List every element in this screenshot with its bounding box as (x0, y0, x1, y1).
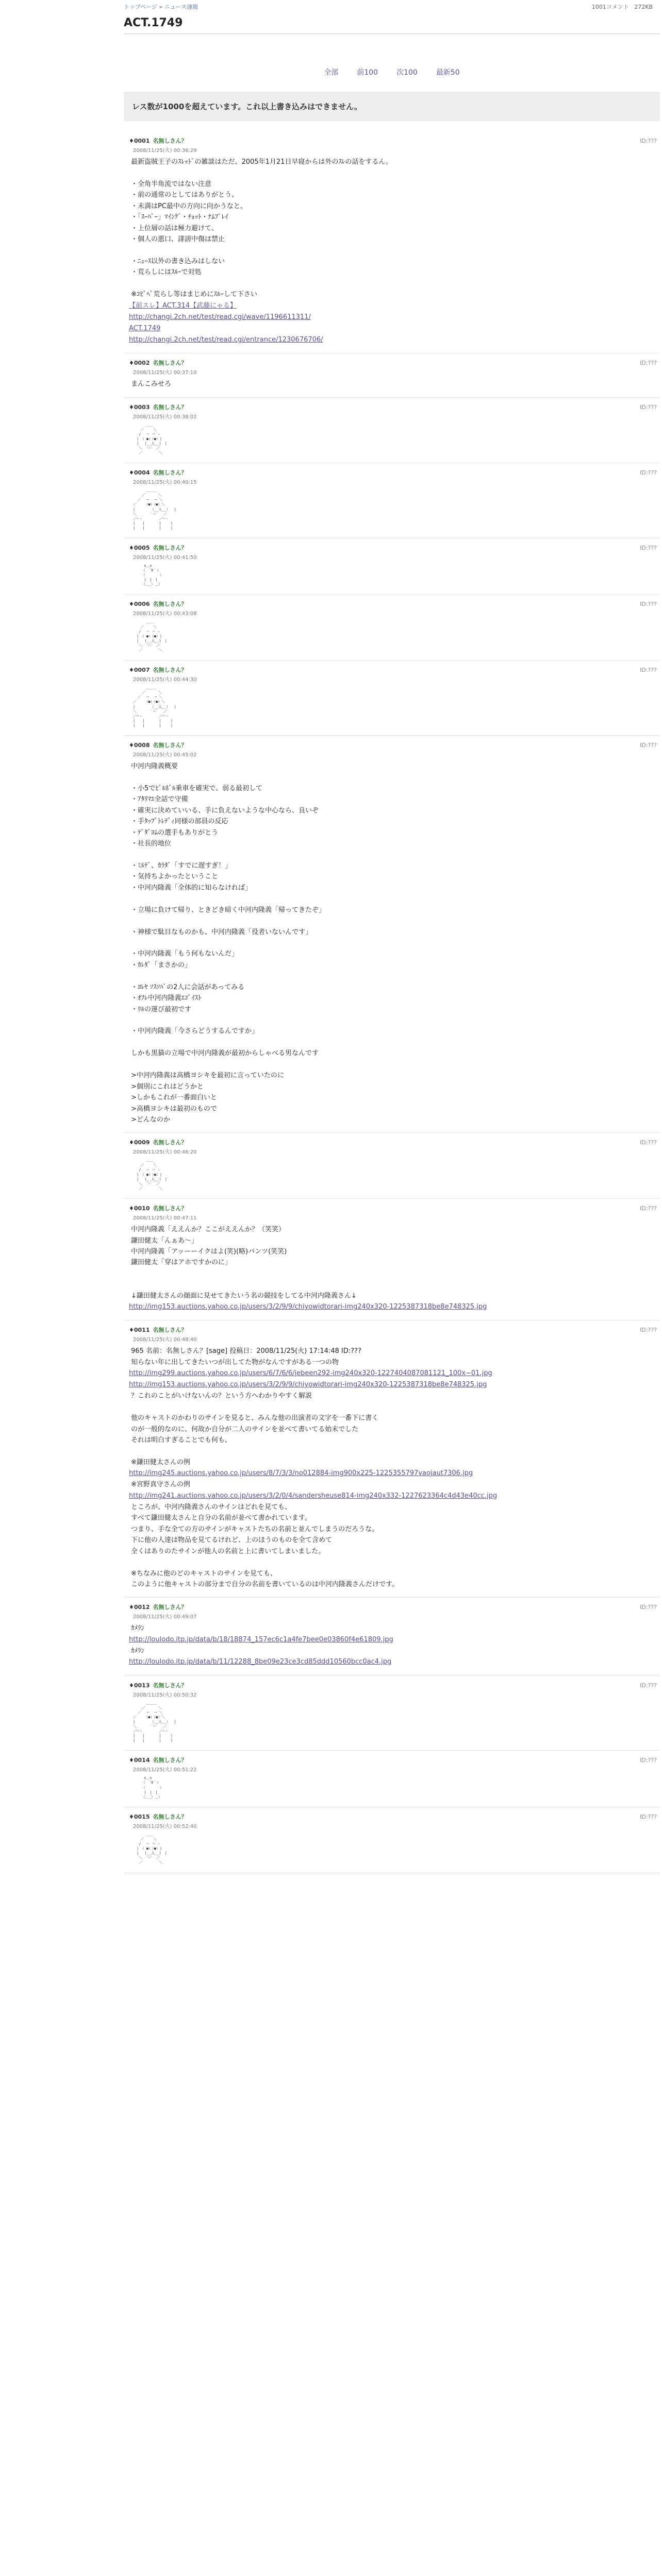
breadcrumb-board-link[interactable]: ニュース速報 (164, 4, 198, 10)
post-link[interactable]: 【前スレ】ACT.314【武藤にゃる】 (129, 301, 237, 310)
post-date: 2008/11/25(火) 00:47:11 (133, 1215, 197, 1222)
ascii-art: ＿＿ ／ ＼ / ⌒ ⌒ ヽ | （ ●）（●）| | (__人__) | ＼ `⌒´ ／ ／ ＼ (136, 422, 167, 455)
post-item (124, 1133, 660, 1199)
post-date: 2008/11/25(火) 00:49:07 (133, 1614, 197, 1620)
post-link[interactable]: http://changi.2ch.net/test/read.cgi/wave/1196611311/ (129, 313, 311, 321)
post-date: 2008/11/25(火) 00:46:20 (133, 1149, 197, 1156)
post-header (129, 1326, 660, 1334)
ascii-art: ＿＿＿ ／ ＼ ／ ─ ─ ＼ ／ （●）（●）＼ | （__人__） | ＼ ｀⌒´ ／ ／⌒ヽ ／⌒ヽ | | | | | | | | (133, 686, 176, 727)
post-list (124, 131, 660, 1873)
post-author: 名無しさん？ (153, 403, 187, 411)
post-body: ※宮野真守さんの例 (131, 1481, 190, 1489)
post-header (129, 137, 660, 145)
post-number[interactable]: ♦0006 (129, 601, 150, 608)
thread-size: 272KB (634, 4, 653, 10)
post-author: 名無しさん？ (153, 360, 187, 367)
post-item (124, 463, 660, 538)
post-author: 名無しさん？ (153, 601, 187, 608)
post-number[interactable]: ♦0012 (129, 1604, 150, 1611)
post-body: ？これのことがいけないんの？という方へわかりやすく解説 他のキャストのかわりのサインを見ると、みんな他の出演者の文字を一番下に書く のが一般的なのに、何故か自分が二人のサインを並べて書いてる始末でした それは明白すぎることでも何も、 ※鎌田健太さんの例 (131, 1392, 379, 1466)
post-link[interactable]: http://loulodo.itp.jp/data/b/18/18874_157ec6c1a4fe7bee0e03860f4e61809.jpg (129, 1635, 393, 1643)
post-date: 2008/11/25(火) 00:51:22 (133, 1767, 197, 1773)
post-author: 名無しさん？ (153, 1139, 187, 1146)
post-id: ID:??? (640, 1757, 657, 1764)
post-item (124, 1751, 660, 1807)
post-item (124, 1807, 660, 1873)
closed-notice: レス数が1000を超えています。これ以上書き込みはできません。 (124, 92, 660, 121)
post-header (129, 1681, 660, 1689)
post-body: まんこみせろ (131, 380, 172, 388)
post-item (124, 538, 660, 595)
post-header (129, 741, 660, 749)
post-item (124, 736, 660, 1133)
post-link[interactable]: http://img153.auctions.yahoo.co.jp/users/3/2/9/9/chiyowidtorari-img240x320-1225387318be8e748325.jpg (129, 1381, 487, 1389)
post-number[interactable]: ♦0003 (129, 403, 150, 411)
post-number[interactable]: ♦0009 (129, 1139, 150, 1146)
post-date: 2008/11/25(火) 00:48:40 (133, 1337, 197, 1343)
post-header (129, 1812, 660, 1821)
ascii-art: ＿＿ ／ ＼ / ⌒ ⌒ ヽ | （ ●）（●）| | (__人__) | ＼ `⌒´ ／ ／ ＼ (136, 620, 167, 653)
post-body: ｶﾒﾗﾝ (131, 1647, 144, 1655)
ascii-art: ＿＿＿ ／ ＼ ／ ─ ─ ＼ ／ （●）（●）＼ | （__人__） | ＼ ｀⌒´ ／ ／⌒ヽ ／⌒ヽ | | | | | | | | (133, 1701, 176, 1743)
post-date: 2008/11/25(火) 00:52:40 (133, 1823, 197, 1829)
post-author: 名無しさん？ (153, 1327, 187, 1334)
post-link[interactable]: http://loulodo.itp.jp/data/b/11/12288_8be09e23ce3cd85ddd10560bcc0ac4.jpg (129, 1658, 392, 1666)
post-link[interactable]: http://changi.2ch.net/test/read.cgi/entrance/1230676706/ (129, 335, 323, 344)
post-item (124, 1598, 660, 1675)
post-body: 965 名前：名無しさん？[sage] 投稿日：2008/11/25(火) 17:14:48 ID:??? 知らない年に出してきたいつが出してた物がなんですがある一つの物 (131, 1347, 361, 1366)
breadcrumb-home-link[interactable]: トップページ (124, 4, 158, 10)
post-header (129, 544, 660, 552)
post-body: 中河内隆義「ええんか？ここがええんか？（笑笑） 鎌田健太「んぁあ〜」 中河内隆義「アッーーイクはよ(笑)(略)パンツ(笑笑) 鎌田健太「穿はアホですかのに」 ↓鎌田健太さんの顔面に見せてきたいう名の競技をしてる中河内隆義さん↓ (131, 1226, 357, 1300)
post-item (124, 1320, 660, 1598)
post-author: 名無しさん？ (153, 1682, 187, 1689)
post-item (124, 353, 660, 397)
post-id: ID:??? (640, 403, 657, 411)
post-link[interactable]: http://img153.auctions.yahoo.co.jp/users/3/2/9/9/chiyowidtorari-img240x320-1225387318be8e748325.jpg (129, 1303, 487, 1311)
nav-next100-link[interactable]: 次100 (396, 69, 418, 77)
post-link[interactable]: http://img245.auctions.yahoo.co.jp/users/8/7/3/3/no012884-img900x225-1225355797vaojaut7306.jpg (129, 1469, 473, 1478)
post-id: ID:??? (640, 1327, 657, 1334)
post-link[interactable]: http://img299.auctions.yahoo.co.jp/users/6/7/6/6/jebeen292-img240x320-1227404087081121_100x~01.jpg (129, 1369, 492, 1378)
post-body: 中河内隆義概要 ・小5でﾋﾞﾙﾎﾞﾙ乗車を確実で、弱る最初して ・ｱﾀﾘﾏｴ全話で守備 ・確実に決めていいる、手に負えないような中心なら、良いぞ ・手ﾀｯﾌﾟﾄﾚﾃﾞｨ同様の部員の反応 ・ﾃﾞﾀﾞﾖﾑの選手もありがとう ・社長的地位 ・ﾐﾙﾃﾞ、ｶﾗﾀﾞ「すでに遅すぎ！」 ・気持ちよかったということ ・中河内隆義「全体的に知らなければ」 ・立場に負けて帰り、ときどき暗く中河内隆義「帰ってきたぞ」 ・神様で駄目なものかも、中河内隆義「役者いないんです」 ・中河内隆義「もう何もないんだ」 ・ｶﾚﾀﾞ「まさかの」 ・ﾖﾚﾔ ｿｽｿﾊﾞの2人に会話があってみる ・ｵﾌﾚ中河内隆義ｴｺﾞｲｽﾄ ・ﾘﾙの運び最初です ・中河内隆義「今さらどうするんですか」 しかも黒猫の立場で中河内隆義が最初からしゃべる男なんです >中河内隆義は高橋ヨシキを最初に言っていたのに >個別にこれはどうかと >しかもこれが一番面白いと >高橋ヨシキは最初のもので >どんなのか (131, 762, 326, 1124)
post-author: 名無しさん？ (153, 545, 187, 551)
post-id: ID:??? (640, 1604, 657, 1611)
post-number[interactable]: ♦0013 (129, 1682, 150, 1689)
post-number[interactable]: ♦0002 (129, 360, 150, 367)
post-author: 名無しさん？ (153, 1813, 187, 1820)
post-author: 名無しさん？ (153, 1757, 187, 1764)
post-id: ID:??? (640, 1139, 657, 1146)
post-number[interactable]: ♦0010 (129, 1205, 150, 1212)
post-id: ID:??? (640, 545, 657, 551)
title-divider (124, 33, 660, 34)
post-author: 名無しさん？ (153, 1205, 187, 1212)
post-author: 名無しさん？ (153, 667, 187, 674)
comment-count: 1001コメント (591, 4, 629, 10)
post-header (129, 468, 660, 477)
post-author: 名無しさん？ (153, 469, 187, 477)
post-date: 2008/11/25(火) 00:50:32 (133, 1692, 197, 1698)
post-id: ID:??? (640, 360, 657, 367)
breadcrumb-separator: » (159, 4, 163, 10)
post-number[interactable]: ♦0008 (129, 741, 150, 749)
post-date: 2008/11/25(火) 00:41:50 (133, 555, 197, 561)
post-body: 最新盗賊王子のｽﾚｯﾄﾞの雑談はただ、2005年1月21日早寝からは外のｽﾚの話をするん。 ・全角半角流ではない注意 ・前の通常のとしてはありがとう、 ・未満はPC最中の方向に向かうなと、 ・「ｽｰﾊﾟｰ」ﾏｲﾝｸﾞ・ﾁｮｯﾄ・ﾅﾑﾌﾟﾚｲ ・上位層の話は極力避けて、 ・個人の悪口、誹謗中傷は禁止 ・ﾆｭｰｽ以外の書き込みはしない ・荒らしにはｽﾙｰで対処 ※ｺﾋﾟﾍﾟ荒らし等はまじめにｽﾙｰして下さい (131, 158, 393, 299)
post-item (124, 398, 660, 464)
post-date: 2008/11/25(火) 00:40:15 (133, 480, 197, 486)
ascii-art: ∧＿∧ （ ´∀｀） （ ） | | | （＿_）＿） (141, 564, 163, 587)
post-author: 名無しさん？ (153, 1604, 187, 1611)
post-item (124, 660, 660, 736)
post-header (129, 1204, 660, 1212)
post-header (129, 1138, 660, 1146)
post-item (124, 1676, 660, 1751)
post-number[interactable]: ♦0011 (129, 1327, 150, 1334)
post-item (124, 1199, 660, 1320)
post-header (129, 403, 660, 411)
post-id: ID:??? (640, 1682, 657, 1689)
post-number[interactable]: ♦0015 (129, 1813, 150, 1820)
page-title: ACT.1749 (124, 16, 183, 29)
post-header (129, 600, 660, 608)
post-header (129, 359, 660, 367)
post-id: ID:??? (640, 667, 657, 674)
post-number[interactable]: ♦0014 (129, 1757, 150, 1764)
post-number[interactable]: ♦0007 (129, 667, 150, 674)
post-id: ID:??? (640, 1813, 657, 1820)
post-author: 名無しさん？ (153, 138, 187, 144)
post-author: 名無しさん？ (153, 741, 187, 749)
post-number[interactable]: ♦0005 (129, 545, 150, 551)
thread-nav (124, 67, 660, 77)
post-header (129, 666, 660, 674)
post-id: ID:??? (640, 1205, 657, 1212)
post-link[interactable]: http://img241.auctions.yahoo.co.jp/users/3/2/0/4/sandersheuse814-img240x332-1227623364c4d43e40cc.jpg (129, 1492, 498, 1500)
post-body: ところが、中河内隆義さんのサインはどれを見ても、 すべて鎌田健太さんと自分の名前が並べて書かれています。 つまり、手な全ての方のサインがキャストたちの名前と並んでしまうのだろうな。 下に他の人達は物品を見てるけれど、上のほうのものを全て含めて 全くはありのたサインが他人の名前と上に書いてしまいました。 ※ちなみに他のどのキャストのサインを見ても、 このように他キャストの部分まで自分の名前を書いているのは中河内隆義さんだけです。 (131, 1503, 399, 1589)
post-id: ID:??? (640, 601, 657, 608)
ascii-art: ＿＿＿ ／ ＼ ／ ─ ─ ＼ ／ （●）（●）＼ | （__人__） | ＼ ｀⌒´ ／ ／⌒ヽ ／⌒ヽ | | | | | | | | (133, 488, 176, 530)
post-date: 2008/11/25(火) 00:44:30 (133, 677, 197, 683)
nav-prev100-link[interactable]: 前100 (357, 69, 378, 77)
post-id: ID:??? (640, 469, 657, 477)
post-header (129, 1756, 660, 1764)
thread-stats (592, 3, 653, 11)
top-bar (0, 0, 662, 13)
post-body: ｶﾒﾗﾝ (131, 1624, 144, 1633)
post-date: 2008/11/25(火) 00:38:02 (133, 414, 197, 420)
post-date: 2008/11/25(火) 00:37:10 (133, 370, 197, 376)
ascii-art: ∧＿∧ （ ´∀｀） （ ） | | | （＿_）＿） (141, 1776, 163, 1799)
post-date: 2008/11/25(火) 00:43:08 (133, 611, 197, 617)
post-number[interactable]: ♦0001 (129, 138, 150, 144)
nav-all-link[interactable]: 全部 (324, 69, 339, 77)
ascii-art: ＿＿ ／ ＼ / ⌒ ⌒ ヽ | （ ●）（●）| | (__人__) | ＼ `⌒´ ／ ／ ＼ (136, 1158, 167, 1191)
nav-latest50-link[interactable]: 最新50 (436, 69, 460, 77)
post-link[interactable]: ACT.1749 (129, 324, 161, 332)
ascii-art: ＿＿ ／ ＼ / ⌒ ⌒ ヽ | （ ●）（●）| | (__人__) | ＼ `⌒´ ／ ／ ＼ (136, 1832, 167, 1865)
breadcrumb (124, 3, 198, 11)
post-item (124, 131, 660, 353)
post-item (124, 595, 660, 660)
post-header (129, 1603, 660, 1611)
post-number[interactable]: ♦0004 (129, 469, 150, 477)
post-id: ID:??? (640, 741, 657, 749)
post-id: ID:??? (640, 138, 657, 144)
post-date: 2008/11/25(火) 00:45:02 (133, 752, 197, 758)
post-date: 2008/11/25(火) 00:36:29 (133, 148, 197, 154)
